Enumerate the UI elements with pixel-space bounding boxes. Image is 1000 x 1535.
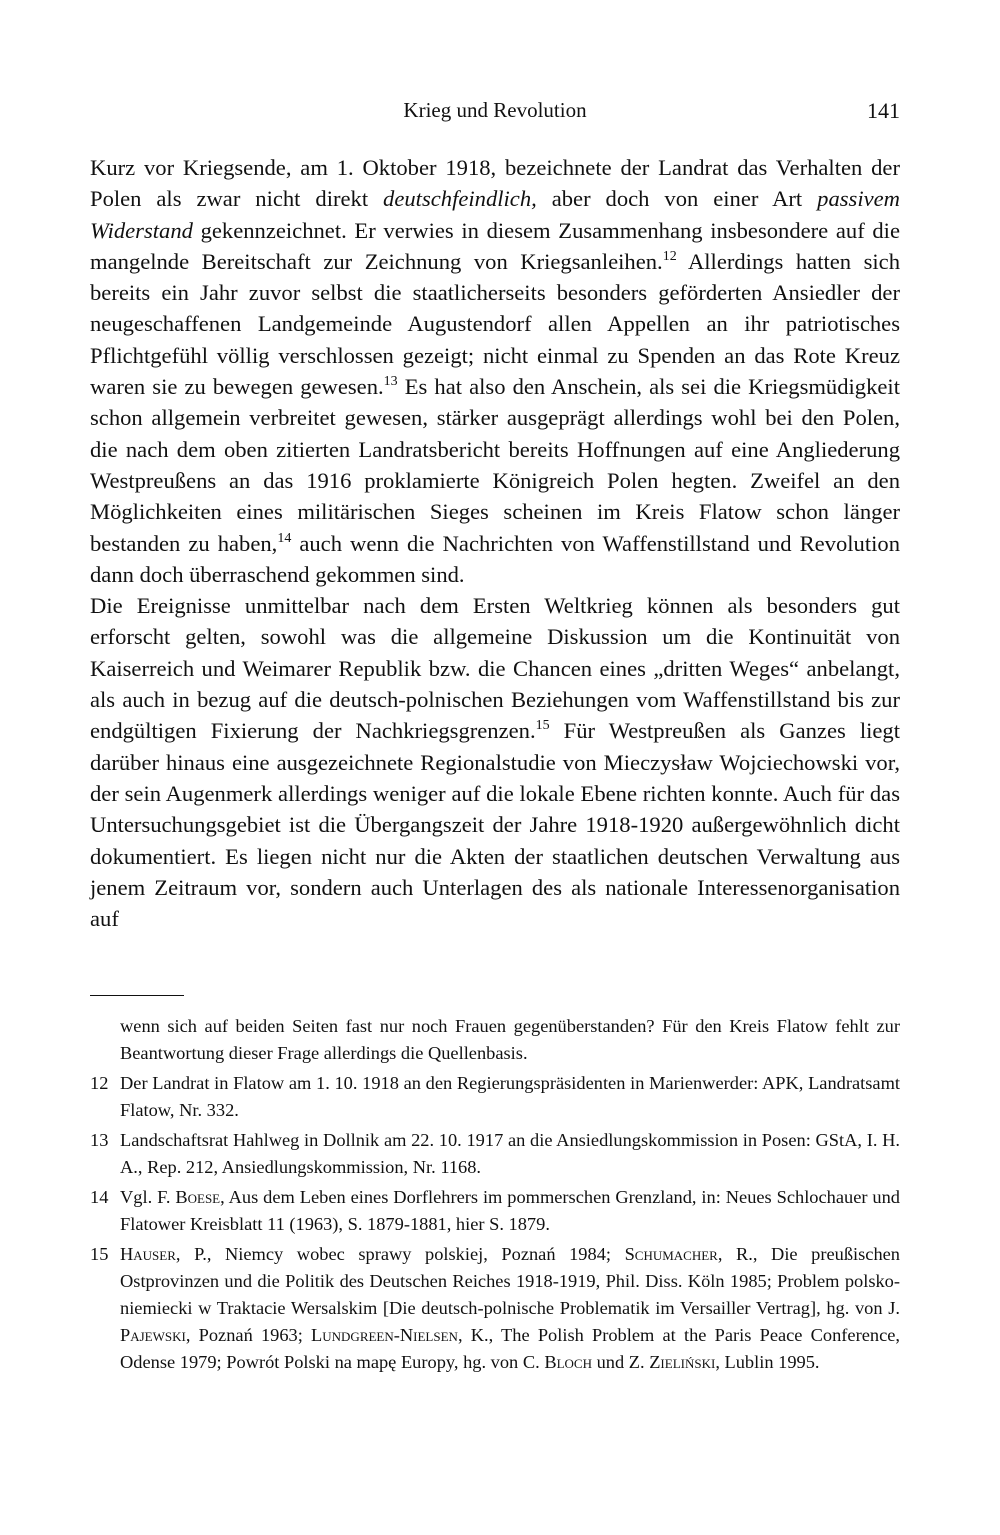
footnote-ref-14: 14 [277, 530, 292, 546]
text-run: , Poznań 1963; [185, 1325, 312, 1345]
running-head [90, 98, 900, 130]
text-run: Kurz vor Kriegsende, am 1. Oktober 1918, bezeichnete der Landrat das Verhalten der Polen als zwar nicht direkt [90, 155, 900, 212]
footnote-number: 15 [90, 1244, 109, 1264]
footnote-text: Landschaftsrat Hahlweg in Dollnik am 22. 10. 1917 an die Ansiedlungskommission in Posen: GStA, I. H. A., Rep. 212, Ansiedlungskommission, Nr. 1168. [120, 1130, 900, 1177]
author-name: Boese [175, 1187, 221, 1207]
chapter-title: Krieg und Revolution [403, 98, 587, 122]
footnote-continued [90, 1013, 900, 1067]
text-run: Allerdings hatten sich bereits ein Jahr zuvor selbst die staatlicherseits besonders geförderten Ansiedler der neugeschaffenen Landgemeinde Augustendorf allen Appellen an ihr patriotisches Pflichtgefühl völlig verschlossen gezeigt; nicht einmal zu Spenden an das Rote Kreuz waren sie zu bewegen gewesen. [90, 248, 900, 400]
author-name: Bloch [544, 1352, 592, 1372]
text-run: , R., Die preußischen Ostprovinzen und die Politik des Deutschen Reiches 1918-1919, Phil. Diss. Köln 1985; Problem polsko-niemiecki w Traktacie Wersalskim [Die deutsch-polnische Problematik im Versailler Vertrag], hg. von J. [120, 1244, 901, 1318]
page-number: 141 [867, 98, 900, 123]
text-run: , P., Niemcy wobec sprawy polskiej, Poznań 1984; [175, 1244, 625, 1264]
footnote-text [120, 1187, 900, 1234]
footnote-text [120, 1244, 900, 1372]
footnote-number: 12 [90, 1073, 109, 1093]
text-run: Vgl. F. [120, 1187, 176, 1207]
italic-term: passivem Widerstand [90, 186, 900, 243]
footnote-text: wenn sich auf beiden Seiten fast nur noch Frauen gegenüberstanden? Für den Kreis Flatow fehlt zur Beantwortung dieser Frage allerdings die Quellenbasis. [120, 1016, 900, 1063]
text-run: Für Westpreußen als Ganzes liegt darüber hinaus eine ausgezeichnete Regionalstudie von Mieczysław Wojciechowski vor, der sein Augenmerk allerdings weniger auf die lokale Ebene richten konnte. Auch für das Untersuchungsgebiet ist die Übergangszeit der Jahre 1918-1920 außergewöhnlich dicht dokumentiert. Es liegen nicht nur die Akten der staatlichen deutschen Verwaltung aus jenem Zeitraum vor, sondern auch Unterlagen des als nationale Interessenorganisation auf [90, 718, 900, 932]
text-run: , K., The Polish Problem at the Paris Peace Conference, Odense 1979; Powrót Polski na mapę Europy, hg. von C. [120, 1325, 900, 1372]
main-text [90, 152, 900, 934]
author-name: Pajewski [120, 1325, 186, 1345]
footnotes [90, 1013, 900, 1379]
footnote-ref-15: 15 [535, 718, 550, 734]
footnote-12 [90, 1070, 900, 1124]
text-run: auch wenn die Nachrichten von Waffenstillstand und Revolution dann doch überraschend gekommen sind. [90, 530, 900, 587]
footnote-14 [90, 1184, 900, 1238]
paragraph-2 [90, 590, 900, 934]
footnote-divider [90, 995, 184, 996]
text-run: Es hat also den Anschein, als sei die Kriegsmüdigkeit schon allgemein verbreitet gewesen, stärker ausgeprägt allerdings wohl bei den Polen, die nach dem oben zitierten Landratsbericht bereits Hoffnungen auf eine Angliederung Westpreußens an das 1916 proklamierte Königreich Polen hegten. Zweifel an den Möglichkeiten eines militärischen Sieges scheinen im Kreis Flatow schon länger bestanden zu haben, [90, 374, 900, 556]
footnote-ref-13: 13 [383, 374, 398, 390]
author-name: Lundgreen-Nielsen [311, 1325, 458, 1345]
author-name: Hauser [120, 1244, 176, 1264]
footnote-13 [90, 1127, 900, 1181]
author-name: Zieliński [649, 1352, 716, 1372]
author-name: Schumacher [624, 1244, 718, 1264]
footnote-ref-12: 12 [662, 248, 677, 264]
text-run: gekennzeichnet. Er verwies in diesem Zusammenhang insbesondere auf die mangelnde Bereitschaft zur Zeichnung von Kriegsanleihen. [90, 217, 900, 274]
footnote-number: 14 [90, 1187, 109, 1207]
footnote-15 [90, 1241, 900, 1376]
text-run: , Lublin 1995. [715, 1352, 820, 1372]
footnote-number: 13 [90, 1130, 109, 1150]
footnote-text: Der Landrat in Flatow am 1. 10. 1918 an den Regierungspräsidenten in Marienwerder: APK, Landratsamt Flatow, Nr. 332. [120, 1073, 900, 1120]
text-run: und Z. [591, 1352, 650, 1372]
text-run: aber doch von einer Art [536, 186, 818, 212]
paragraph-1 [90, 152, 900, 590]
text-run: Die Ereignisse unmittelbar nach dem Ersten Weltkrieg können als besonders gut erforscht gelten, sowohl was die allgemeine Diskussion um die Kontinuität von Kaiserreich und Weimarer Republik bzw. die Chancen eines „dritten Weges“ anbelangt, als auch in bezug auf die deutsch-polnischen Beziehungen vom Waffenstillstand bis zur endgültigen Fixierung der Nachkriegsgrenzen. [90, 593, 900, 744]
italic-term: deutschfeindlich, [383, 186, 537, 212]
text-run: , Aus dem Leben eines Dorflehrers im pommerschen Grenzland, in: Neues Schlochauer und Flatower Kreisblatt 11 (1963), S. 1879-1881, hier S. 1879. [120, 1187, 900, 1234]
